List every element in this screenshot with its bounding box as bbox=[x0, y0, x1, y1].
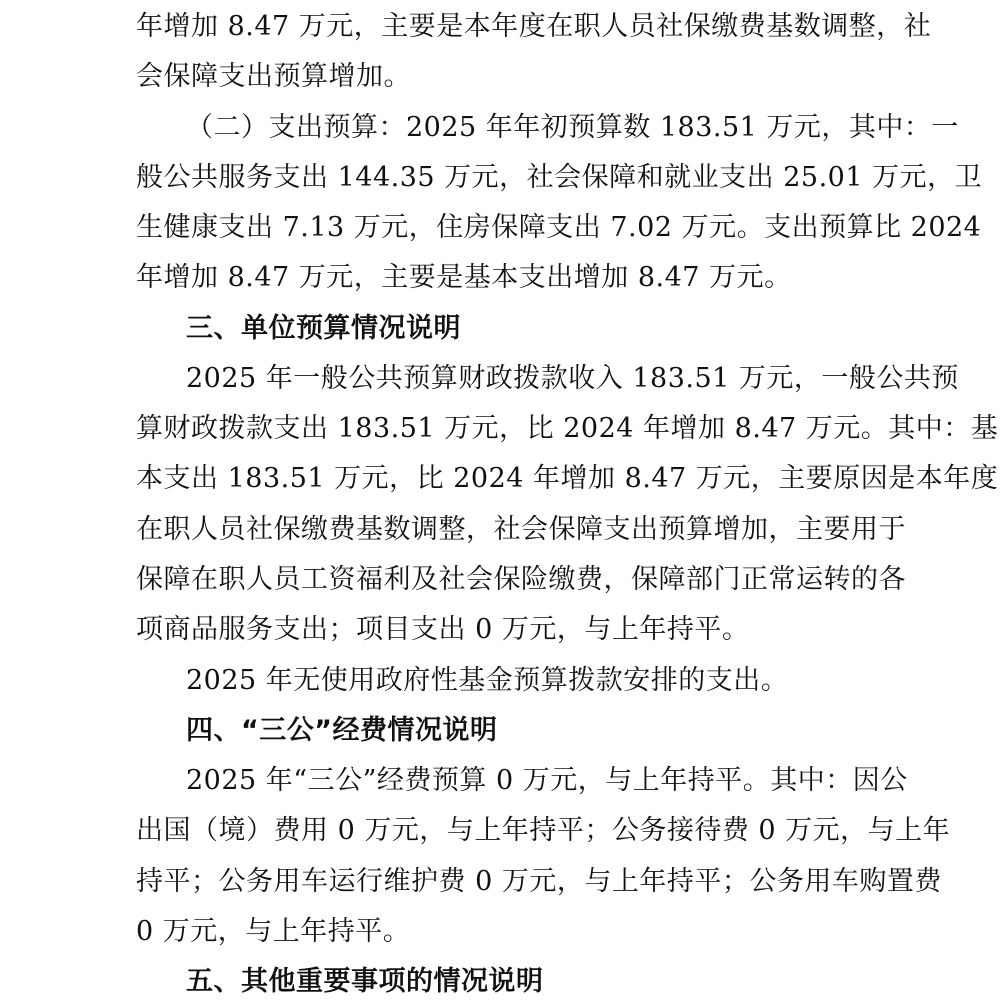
paragraph-line: （二）支出预算：2025 年年初预算数 183.51 万元，其中：一 bbox=[186, 112, 959, 143]
paragraph-line: 本支出 183.51 万元，比 2024 年增加 8.47 万元，主要原因是本年度 bbox=[136, 463, 999, 494]
paragraph-line: 会保障支出预算增加。 bbox=[136, 61, 411, 92]
paragraph-line: 生健康支出 7.13 万元，住房保障支出 7.02 万元。支出预算比 2024 bbox=[136, 212, 982, 243]
paragraph-line: 年增加 8.47 万元，主要是本年度在职人员社保缴费基数调整，社 bbox=[136, 11, 932, 42]
paragraph-line: 般公共服务支出 144.35 万元，社会保障和就业支出 25.01 万元，卫 bbox=[136, 162, 983, 193]
paragraph-line: 持平；公务用车运行维护费 0 万元，与上年持平；公务用车购置费 bbox=[136, 866, 942, 897]
paragraph-line: 在职人员社保缴费基数调整，社会保障支出预算增加，主要用于 bbox=[136, 514, 906, 545]
section-heading: 四、“三公”经费情况说明 bbox=[186, 715, 498, 746]
section-heading: 五、其他重要事项的情况说明 bbox=[186, 966, 544, 997]
paragraph-line: 2025 年“三公”经费预算 0 万元，与上年持平。其中：因公 bbox=[186, 765, 908, 796]
paragraph-line: 项商品服务支出；项目支出 0 万元，与上年持平。 bbox=[136, 614, 750, 645]
paragraph-line: 算财政拨款支出 183.51 万元，比 2024 年增加 8.47 万元。其中：基 bbox=[136, 413, 999, 444]
paragraph-line: 2025 年一般公共预算财政拨款收入 183.51 万元，一般公共预 bbox=[186, 363, 959, 394]
paragraph-line: 保障在职人员工资福利及社会保险缴费，保障部门正常运转的各 bbox=[136, 564, 906, 595]
section-heading: 三、单位预算情况说明 bbox=[186, 313, 461, 344]
paragraph-line: 2025 年无使用政府性基金预算拨款安排的支出。 bbox=[186, 665, 789, 696]
paragraph-line: 出国（境）费用 0 万元，与上年持平；公务接待费 0 万元，与上年 bbox=[136, 815, 951, 846]
paragraph-line: 年增加 8.47 万元，主要是基本支出增加 8.47 万元。 bbox=[136, 262, 792, 293]
paragraph-line: 0 万元，与上年持平。 bbox=[136, 916, 411, 947]
